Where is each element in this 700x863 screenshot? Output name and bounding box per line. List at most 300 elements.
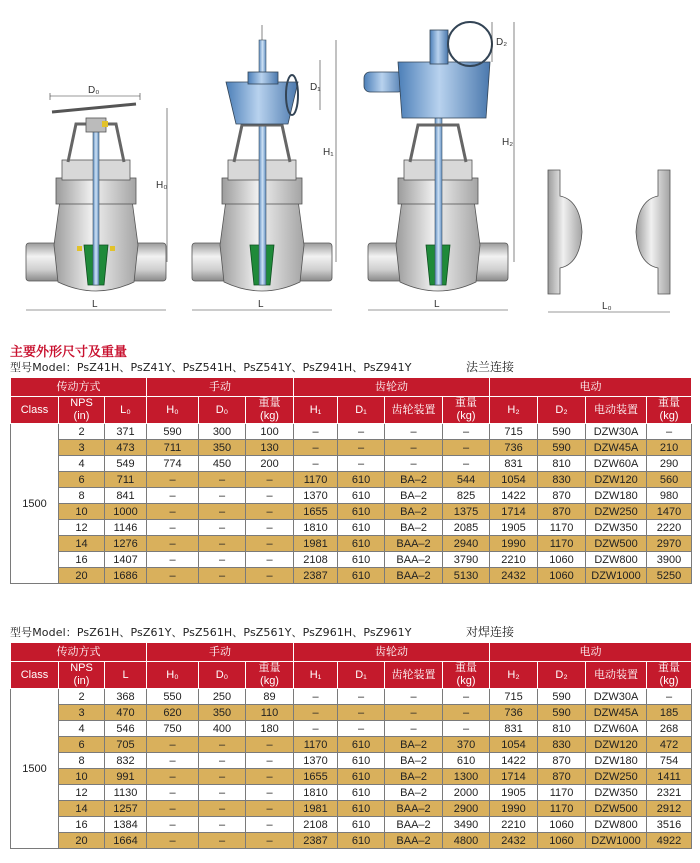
table-cell: 549: [105, 456, 147, 472]
table-cell: 980: [647, 488, 692, 504]
table-cell: 2108: [294, 817, 338, 833]
table-cell: 1810: [294, 520, 338, 536]
table-cell: BAA–2: [385, 833, 443, 849]
table-cell: –: [246, 785, 294, 801]
table-cell: 1422: [490, 753, 538, 769]
table-cell: –: [147, 552, 199, 568]
t1-h-motor: 电动装置: [586, 397, 647, 424]
table-cell: 546: [105, 721, 147, 737]
table-cell: –: [338, 689, 385, 705]
table-cell: 1714: [490, 769, 538, 785]
table-cell: BAA–2: [385, 568, 443, 584]
table-cell: 610: [338, 737, 385, 753]
table-row: [11, 456, 692, 472]
table-cell: 6: [59, 737, 105, 753]
table-cell: 620: [147, 705, 199, 721]
table-cell: –: [338, 721, 385, 737]
table-cell: –: [199, 552, 246, 568]
table-cell: 1981: [294, 536, 338, 552]
table-cell: –: [147, 520, 199, 536]
table-cell: 1714: [490, 504, 538, 520]
table-cell: DZW60A: [586, 456, 647, 472]
table-cell: –: [294, 440, 338, 456]
table-cell: 870: [538, 753, 586, 769]
table-row: [11, 424, 692, 440]
table-cell: 2912: [647, 801, 692, 817]
table-cell: –: [443, 705, 490, 721]
table-cell: DZW350: [586, 520, 647, 536]
table-cell: 610: [338, 769, 385, 785]
table-cell: 711: [105, 472, 147, 488]
table-cell: 830: [538, 737, 586, 753]
table-row: [11, 440, 692, 456]
table-cell: 4922: [647, 833, 692, 849]
table-cell: 290: [647, 456, 692, 472]
table-cell: BAA–2: [385, 801, 443, 817]
table-cell: 2085: [443, 520, 490, 536]
table-cell: BAA–2: [385, 536, 443, 552]
t2-h-d2: D₂: [538, 662, 586, 689]
table-cell: –: [246, 817, 294, 833]
valve-drawings: [0, 0, 700, 330]
table-cell: –: [147, 833, 199, 849]
dim-l1: L: [92, 299, 98, 310]
table-cell: 810: [538, 721, 586, 737]
table-cell: 610: [338, 833, 385, 849]
table-cell: 16: [59, 552, 105, 568]
table-cell: 736: [490, 705, 538, 721]
table-cell: –: [199, 472, 246, 488]
table-cell: 1170: [538, 801, 586, 817]
table-cell: DZW45A: [586, 440, 647, 456]
table-cell: DZW120: [586, 737, 647, 753]
table-cell: –: [443, 456, 490, 472]
table-cell: DZW350: [586, 785, 647, 801]
table-cell: 1054: [490, 737, 538, 753]
table-cell: 8: [59, 753, 105, 769]
table-cell: –: [443, 689, 490, 705]
table-cell: 12: [59, 520, 105, 536]
table-cell: 590: [147, 424, 199, 440]
table-cell: –: [443, 721, 490, 737]
t2-h-motor: 电动装置: [586, 662, 647, 689]
table-cell: 450: [199, 456, 246, 472]
table-row: [11, 472, 692, 488]
table-cell: 610: [443, 753, 490, 769]
table-cell: 5130: [443, 568, 490, 584]
table-cell: 1981: [294, 801, 338, 817]
t2-h-h1: H₁: [294, 662, 338, 689]
table-cell: –: [246, 552, 294, 568]
table-cell: 1170: [294, 472, 338, 488]
table-row: [11, 705, 692, 721]
table-cell: 2432: [490, 568, 538, 584]
table-cell: 1276: [105, 536, 147, 552]
table-cell: 2000: [443, 785, 490, 801]
table-cell: DZW180: [586, 753, 647, 769]
t1-h-d2: D₂: [538, 397, 586, 424]
class-cell: 1500: [11, 689, 59, 849]
table-cell: 10: [59, 504, 105, 520]
table-cell: 6: [59, 472, 105, 488]
table-cell: BA–2: [385, 737, 443, 753]
table-cell: 610: [338, 552, 385, 568]
table-cell: DZW500: [586, 536, 647, 552]
table-cell: 2387: [294, 833, 338, 849]
table-cell: 3900: [647, 552, 692, 568]
table-cell: 371: [105, 424, 147, 440]
table-cell: 2387: [294, 568, 338, 584]
t1-h-len: L₀: [105, 397, 147, 424]
table1-connection: 法兰连接: [466, 360, 515, 374]
table-cell: –: [147, 817, 199, 833]
table-cell: 590: [538, 440, 586, 456]
table-cell: –: [246, 737, 294, 753]
table1-model-line: 型号Model：PsZ41H、PsZ41Y、PsZ541H、PsZ541Y、PsZ941H、PsZ941Y: [10, 361, 412, 374]
table-cell: 3790: [443, 552, 490, 568]
dim-l2: L: [258, 299, 264, 310]
table-cell: 2970: [647, 536, 692, 552]
table-cell: DZW1000: [586, 568, 647, 584]
dim-d1: D₁: [310, 82, 321, 93]
table-row: [11, 753, 692, 769]
table-cell: 610: [338, 568, 385, 584]
table-cell: 590: [538, 424, 586, 440]
table-cell: –: [199, 801, 246, 817]
table-cell: –: [246, 833, 294, 849]
table-cell: –: [385, 705, 443, 721]
table-cell: –: [199, 504, 246, 520]
table-cell: –: [338, 456, 385, 472]
t2-h-d1: D₁: [338, 662, 385, 689]
table-cell: 12: [59, 785, 105, 801]
table-cell: –: [385, 689, 443, 705]
table-cell: –: [338, 440, 385, 456]
table-cell: BAA–2: [385, 552, 443, 568]
table-cell: 2220: [647, 520, 692, 536]
table-cell: –: [294, 456, 338, 472]
table-row: [11, 689, 692, 705]
table-cell: 1655: [294, 769, 338, 785]
table-cell: 1146: [105, 520, 147, 536]
table-cell: 89: [246, 689, 294, 705]
table-cell: DZW800: [586, 552, 647, 568]
table-cell: –: [199, 817, 246, 833]
table-cell: –: [199, 833, 246, 849]
table-cell: 350: [199, 440, 246, 456]
table-cell: 1375: [443, 504, 490, 520]
table-cell: 610: [338, 801, 385, 817]
table-cell: DZW30A: [586, 689, 647, 705]
table-cell: 1990: [490, 801, 538, 817]
table-cell: 2: [59, 689, 105, 705]
table-row: [11, 721, 692, 737]
table-cell: 4: [59, 456, 105, 472]
t2-h-h2: H₂: [490, 662, 538, 689]
table-cell: 610: [338, 520, 385, 536]
table-cell: DZW800: [586, 817, 647, 833]
table-cell: 1054: [490, 472, 538, 488]
table-cell: DZW180: [586, 488, 647, 504]
t2-h-w2: 重量 (kg): [443, 662, 490, 689]
table-cell: 1810: [294, 785, 338, 801]
table-cell: 200: [246, 456, 294, 472]
table-cell: 8: [59, 488, 105, 504]
table-cell: 1411: [647, 769, 692, 785]
table-cell: –: [246, 504, 294, 520]
table-row: [11, 801, 692, 817]
table-cell: 610: [338, 536, 385, 552]
t1-h-d0: D₀: [199, 397, 246, 424]
table-cell: 3490: [443, 817, 490, 833]
table-cell: 610: [338, 472, 385, 488]
table-cell: DZW250: [586, 769, 647, 785]
table-cell: 2210: [490, 552, 538, 568]
table-cell: 368: [105, 689, 147, 705]
table-cell: –: [385, 424, 443, 440]
table1: [10, 377, 692, 584]
table-cell: 473: [105, 440, 147, 456]
t2-h-h0: H₀: [147, 662, 199, 689]
table-cell: 1470: [647, 504, 692, 520]
t1-group-drive: 传动方式: [11, 378, 147, 397]
table-cell: 1060: [538, 552, 586, 568]
table-cell: –: [199, 488, 246, 504]
table-cell: 870: [538, 769, 586, 785]
manual-valve-drawing: [26, 85, 167, 310]
table-cell: 1905: [490, 785, 538, 801]
t2-h-w1: 重量 (kg): [246, 662, 294, 689]
table-cell: 736: [490, 440, 538, 456]
table-cell: DZW1000: [586, 833, 647, 849]
t1-h-nps: NPS (in): [59, 397, 105, 424]
table2-model-line: 型号Model：PsZ61H、PsZ61Y、PsZ561H、PsZ561Y、PsZ961H、PsZ961Y: [10, 626, 412, 639]
t1-group-manual: 手动: [147, 378, 294, 397]
table-cell: 2210: [490, 817, 538, 833]
table-cell: 2940: [443, 536, 490, 552]
table-cell: 100: [246, 424, 294, 440]
table-cell: –: [199, 568, 246, 584]
table-cell: –: [647, 689, 692, 705]
table-cell: 210: [647, 440, 692, 456]
table-cell: 1407: [105, 552, 147, 568]
table-cell: 1905: [490, 520, 538, 536]
table-cell: 130: [246, 440, 294, 456]
table-cell: –: [246, 568, 294, 584]
t2-h-nps: NPS (in): [59, 662, 105, 689]
table-cell: BA–2: [385, 504, 443, 520]
section-title: 主要外形尺寸及重量: [10, 345, 128, 360]
table-cell: –: [246, 801, 294, 817]
table-cell: DZW120: [586, 472, 647, 488]
t2-group-gear: 齿轮动: [294, 643, 490, 662]
table-cell: 610: [338, 488, 385, 504]
table-cell: 1170: [538, 536, 586, 552]
table-cell: 268: [647, 721, 692, 737]
table-cell: –: [338, 705, 385, 721]
table-row: [11, 536, 692, 552]
table-row: [11, 568, 692, 584]
table-cell: 3516: [647, 817, 692, 833]
table-row: [11, 504, 692, 520]
table-cell: 590: [538, 689, 586, 705]
table-cell: 705: [105, 737, 147, 753]
table-row: [11, 520, 692, 536]
table-cell: 1257: [105, 801, 147, 817]
table-cell: BA–2: [385, 488, 443, 504]
table-cell: 550: [147, 689, 199, 705]
table-cell: 610: [338, 504, 385, 520]
table-cell: –: [199, 737, 246, 753]
table-cell: 1170: [538, 785, 586, 801]
table-cell: BAA–2: [385, 817, 443, 833]
table-cell: 1130: [105, 785, 147, 801]
t1-h-w3: 重量 (kg): [647, 397, 692, 424]
table-cell: 1000: [105, 504, 147, 520]
table-cell: 991: [105, 769, 147, 785]
table-cell: 1422: [490, 488, 538, 504]
t1-h-d1: D₁: [338, 397, 385, 424]
table-cell: 750: [147, 721, 199, 737]
t1-group-gear: 齿轮动: [294, 378, 490, 397]
table-cell: 14: [59, 536, 105, 552]
t2-group-drive: 传动方式: [11, 643, 147, 662]
table-cell: –: [647, 424, 692, 440]
table2: [10, 642, 692, 849]
table-cell: DZW45A: [586, 705, 647, 721]
table-cell: –: [147, 801, 199, 817]
table-cell: 1370: [294, 488, 338, 504]
table-cell: 4: [59, 721, 105, 737]
table-cell: –: [199, 785, 246, 801]
table-cell: –: [199, 753, 246, 769]
table-cell: 16: [59, 817, 105, 833]
table-cell: 1170: [538, 520, 586, 536]
table-cell: –: [147, 769, 199, 785]
table-cell: –: [294, 721, 338, 737]
table-cell: BA–2: [385, 785, 443, 801]
table-cell: BA–2: [385, 520, 443, 536]
table-cell: 1300: [443, 769, 490, 785]
table-row: [11, 833, 692, 849]
table-cell: –: [147, 568, 199, 584]
table-cell: –: [443, 440, 490, 456]
table-cell: –: [294, 424, 338, 440]
dim-d2: D₂: [496, 37, 508, 48]
table-cell: –: [338, 424, 385, 440]
table-cell: 810: [538, 456, 586, 472]
table-cell: 350: [199, 705, 246, 721]
t2-group-manual: 手动: [147, 643, 294, 662]
table-cell: –: [246, 472, 294, 488]
table-cell: –: [147, 753, 199, 769]
table-row: [11, 488, 692, 504]
table-cell: 472: [647, 737, 692, 753]
table-cell: 10: [59, 769, 105, 785]
table-cell: 370: [443, 737, 490, 753]
dim-l0: L₀: [602, 301, 612, 312]
table-cell: 250: [199, 689, 246, 705]
t1-h-h0: H₀: [147, 397, 199, 424]
table-cell: 5250: [647, 568, 692, 584]
table-cell: 831: [490, 721, 538, 737]
table-cell: –: [294, 705, 338, 721]
t2-h-w3: 重量 (kg): [647, 662, 692, 689]
table-cell: –: [246, 753, 294, 769]
table-cell: BA–2: [385, 472, 443, 488]
table-cell: 14: [59, 801, 105, 817]
table-cell: 1060: [538, 817, 586, 833]
table-cell: 1990: [490, 536, 538, 552]
table-cell: 831: [490, 456, 538, 472]
table-row: [11, 785, 692, 801]
table-cell: 110: [246, 705, 294, 721]
table-cell: 4800: [443, 833, 490, 849]
table-cell: 1060: [538, 833, 586, 849]
table-cell: 300: [199, 424, 246, 440]
table-cell: –: [199, 769, 246, 785]
table-cell: 20: [59, 833, 105, 849]
table-row: [11, 769, 692, 785]
table-cell: –: [443, 424, 490, 440]
t2-h-len: L: [105, 662, 147, 689]
table-cell: 832: [105, 753, 147, 769]
table-cell: DZW250: [586, 504, 647, 520]
table-cell: 1060: [538, 568, 586, 584]
t2-h-class: Class: [11, 662, 59, 689]
table-cell: 2900: [443, 801, 490, 817]
table-cell: 870: [538, 488, 586, 504]
table-row: [11, 737, 692, 753]
table-cell: 610: [338, 785, 385, 801]
table-cell: –: [147, 488, 199, 504]
table-cell: 544: [443, 472, 490, 488]
table-row: [11, 817, 692, 833]
dim-d0: D₀: [88, 85, 100, 96]
table-cell: 1686: [105, 568, 147, 584]
table-cell: 590: [538, 705, 586, 721]
table-cell: –: [246, 769, 294, 785]
table-cell: 825: [443, 488, 490, 504]
electric-valve-drawing: [364, 22, 514, 310]
table-cell: 1370: [294, 753, 338, 769]
table-cell: 2321: [647, 785, 692, 801]
table-cell: 2432: [490, 833, 538, 849]
table-row: [11, 552, 692, 568]
table-cell: 470: [105, 705, 147, 721]
table-cell: –: [294, 689, 338, 705]
table-cell: 841: [105, 488, 147, 504]
table-cell: 1655: [294, 504, 338, 520]
table-cell: –: [147, 504, 199, 520]
table-cell: BA–2: [385, 753, 443, 769]
table-cell: 610: [338, 817, 385, 833]
table-cell: –: [147, 472, 199, 488]
t1-group-electric: 电动: [490, 378, 692, 397]
table-cell: –: [199, 536, 246, 552]
dim-h2: H₂: [502, 137, 514, 148]
table2-connection: 对焊连接: [466, 625, 515, 639]
t2-h-d0: D₀: [199, 662, 246, 689]
table-cell: 2108: [294, 552, 338, 568]
table-cell: 3: [59, 705, 105, 721]
table-cell: 754: [647, 753, 692, 769]
table-cell: –: [246, 536, 294, 552]
table-cell: 715: [490, 424, 538, 440]
table-cell: –: [385, 456, 443, 472]
dim-l3: L: [434, 299, 440, 310]
table-cell: –: [147, 785, 199, 801]
